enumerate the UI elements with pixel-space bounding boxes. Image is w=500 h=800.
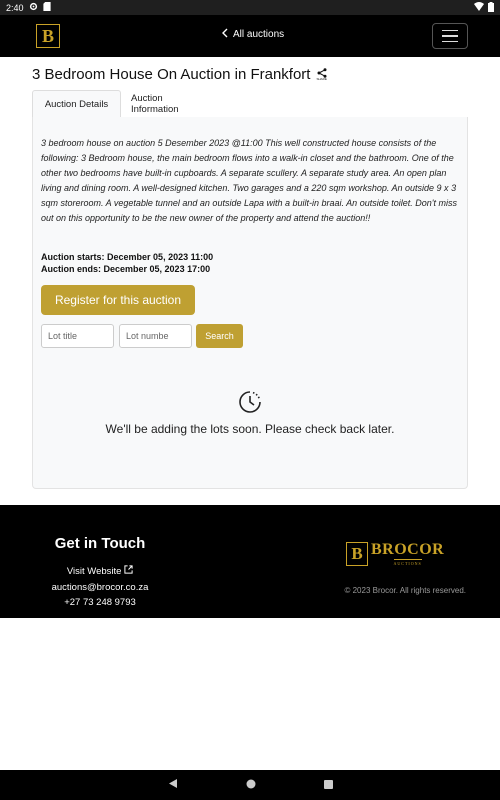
sd-card-icon	[43, 2, 51, 13]
menu-line	[442, 30, 458, 32]
logo-letter: B	[41, 25, 54, 46]
lot-number-input[interactable]	[119, 324, 192, 348]
ends-value: December 05, 2023 17:00	[103, 264, 211, 274]
all-auctions-link[interactable]	[222, 28, 284, 41]
back-triangle-icon[interactable]	[168, 776, 178, 794]
tab-auction-details[interactable]	[32, 90, 121, 118]
tab-auction-information[interactable]	[121, 90, 221, 118]
settings-gear-icon	[29, 2, 38, 13]
brand-text	[371, 541, 444, 566]
brocor-brand-logo	[346, 541, 444, 566]
auction-tabs	[32, 90, 468, 118]
system-navigation-bar	[0, 770, 500, 800]
auction-ends	[41, 263, 213, 275]
auction-title: 3 Bedroom House On Auction in Frankfort	[32, 66, 311, 83]
page-title	[32, 66, 327, 83]
share-button[interactable]	[316, 68, 326, 81]
lot-title-input[interactable]	[41, 324, 114, 348]
auction-dates	[41, 251, 213, 275]
wifi-icon	[474, 2, 484, 13]
empty-lots-message: We'll be adding the lots soon. Please check back later.	[105, 422, 395, 436]
home-circle-icon[interactable]	[246, 776, 256, 794]
brocor-logo[interactable]	[36, 24, 60, 48]
register-button[interactable]: Register for this auction	[41, 285, 195, 315]
menu-line	[442, 35, 458, 37]
footer	[0, 505, 500, 618]
starts-label: Auction starts:	[41, 252, 105, 262]
status-time: 2:40	[6, 2, 24, 13]
phone-link[interactable]: +27 73 248 9793	[64, 597, 136, 608]
menu-line	[442, 41, 458, 43]
top-navbar	[0, 15, 500, 57]
recents-square-icon[interactable]	[324, 776, 333, 794]
email-link[interactable]: auctions@brocor.co.za	[51, 581, 149, 593]
starts-value: December 05, 2023 11:00	[107, 252, 214, 262]
clock-icon	[239, 391, 261, 418]
search-button[interactable]: Search	[196, 324, 243, 348]
external-link-icon	[124, 566, 133, 577]
auction-details-panel	[32, 117, 468, 489]
tab-label: Auction Details	[44, 98, 109, 110]
status-bar	[0, 0, 500, 15]
brand-letter-box	[346, 542, 368, 566]
ends-label: Auction ends:	[41, 264, 101, 274]
auction-description: 3 bedroom house on auction 5 Desember 2023 @11:00 This well constructed house consists of the following: 3 Bedroom house, the main bedroom flows into a walk-in closet and the bathroom. One of the other two bedrooms have built-in cupboards. A separate scullery. A separate study area. An open plan living and dining room. A well-designed kitchen. Two garages and a 220 sqm workshop. An outside 9 x 3 sqm storeroom. A vegetable tunnel and an outside Lapa with a built-in braai. An outside toilet. Don't miss out on this opportunity to be the new owner of the property and attend the auction!!	[41, 138, 457, 223]
footer-contact	[0, 564, 200, 611]
footer-heading: Get in Touch	[54, 535, 146, 552]
visit-website-label: Visit Website	[66, 566, 122, 577]
copyright-text: © 2023 Brocor. All rights reserved.	[344, 586, 466, 595]
brand-sub: AUCTIONS	[393, 561, 422, 566]
tab-label: Auction Information	[131, 93, 179, 115]
brand-letter: B	[351, 543, 363, 563]
visit-website-link[interactable]	[0, 564, 200, 580]
chevron-left-icon	[222, 28, 228, 41]
auction-starts	[41, 251, 213, 263]
brand-name: BROCOR	[371, 541, 445, 558]
hamburger-menu-button[interactable]	[432, 23, 468, 49]
share-label: SHARE	[316, 77, 327, 81]
all-auctions-label: All auctions	[233, 29, 285, 40]
battery-icon	[488, 2, 494, 14]
